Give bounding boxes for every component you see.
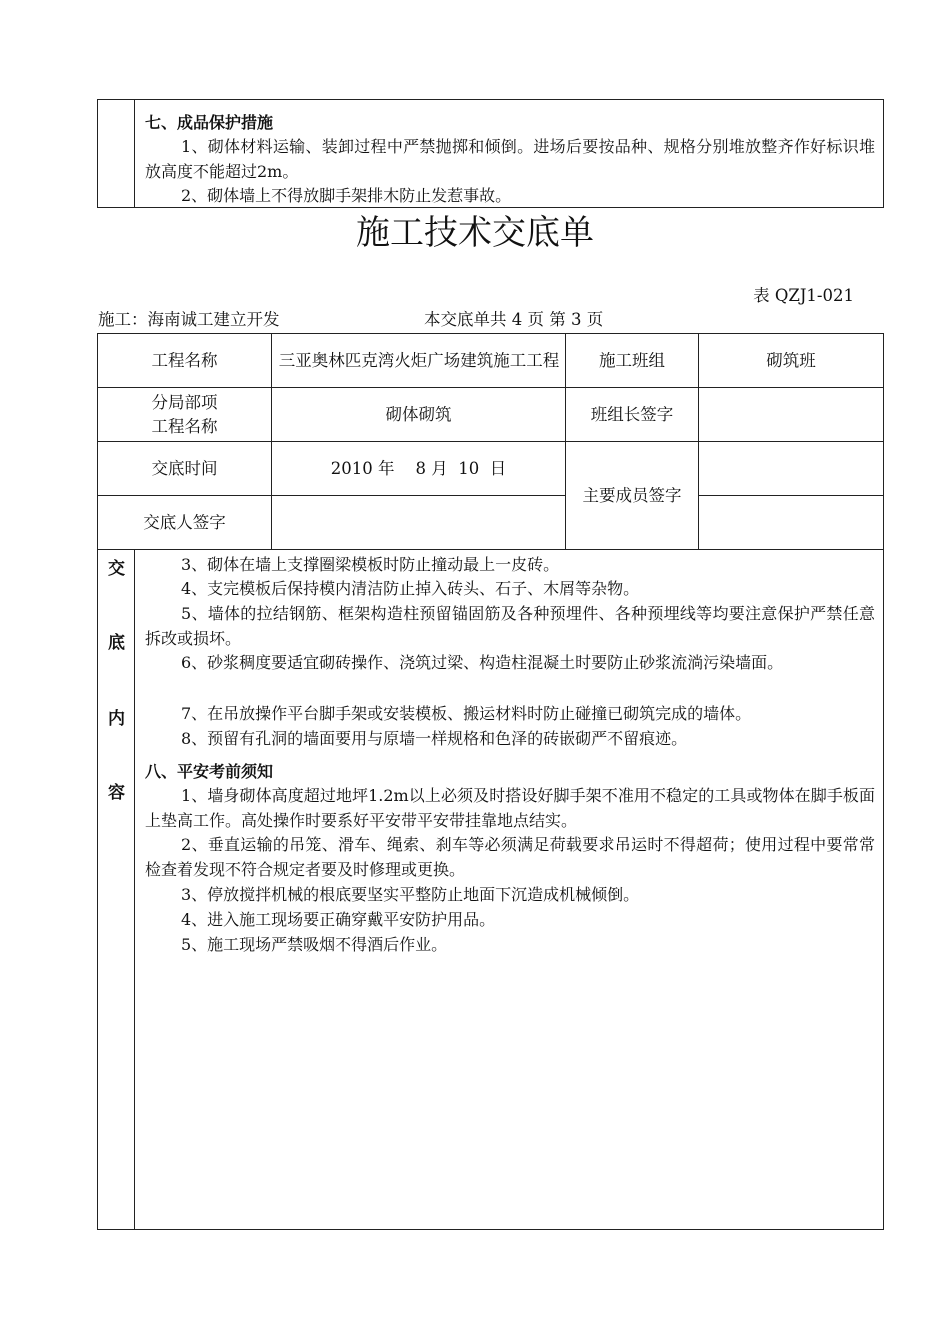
- project-name-value: 三亚奥林匹克湾火炬广场建筑施工工程: [278, 350, 560, 370]
- subproject-label: [98, 388, 271, 441]
- project-name-label: 工程名称: [151, 350, 218, 370]
- section7-heading: 七、成品保护措施: [145, 113, 274, 132]
- content-paragraph-6: 6、砂浆稠度要适宜砌砖操作、浇筑过梁、构造柱混凝土时要防止砂浆流淌污染墙面。: [181, 653, 784, 672]
- content-paragraph-7: 7、在吊放操作平台脚手架或安装模板、搬运材料时防止碰撞已砌筑完成的墙体。: [181, 704, 752, 723]
- subproject-value: 砌体砌筑: [385, 404, 452, 424]
- construction-unit: 施工：海南诚工建立开发: [98, 310, 280, 329]
- time-label: 交底时间: [151, 458, 218, 478]
- side-label-char-1: 交: [108, 559, 125, 579]
- handover-sign-label: 交底人签字: [143, 512, 226, 532]
- page-info: 本交底单共 4 页 第 3 页: [424, 310, 604, 329]
- subproject-label-line1: 分局部项: [151, 392, 218, 412]
- content-paragraph-4: 4、支完模板后保持模内清洁防止掉入砖头、石子、木屑等杂物。: [181, 579, 640, 598]
- section8-heading: 八、平安考前须知: [145, 762, 274, 781]
- time-value: 2010 年 8 月 10 日: [330, 458, 507, 478]
- side-label-char-4: 容: [108, 783, 125, 803]
- leader-sign-value[interactable]: [699, 388, 883, 441]
- team-value: 砌筑班: [766, 350, 816, 370]
- form-code: 表 QZJ1-021: [753, 286, 854, 305]
- side-label-char-2: 底: [108, 633, 125, 653]
- section8-paragraph-2: 2、垂直运输的吊笼、滑车、绳索、刹车等必须满足荷载要求吊运时不得超荷；使用过程中要常常检查着发现不符合规定者要及时修理或更换。: [145, 835, 875, 879]
- content-paragraph-3: 3、砌体在墙上支撑圈梁模板时防止撞动最上一皮砖。: [181, 555, 560, 574]
- subproject-label-line2: 工程名称: [151, 416, 218, 436]
- section8-paragraph-3: 3、停放搅拌机械的根底要坚实平整防止地面下沉造成机械倾倒。: [181, 885, 640, 904]
- section8-paragraph-5: 5、施工现场严禁吸烟不得酒后作业。: [181, 935, 448, 954]
- members-sign-value-2[interactable]: [699, 496, 883, 549]
- content-paragraph-8: 8、预留有孔洞的墙面要用与原墙一样规格和色泽的砖嵌砌严不留痕迹。: [181, 729, 688, 748]
- team-label: 施工班组: [599, 350, 665, 370]
- document-title: 施工技术交底单: [356, 213, 594, 253]
- section8-paragraph-4: 4、进入施工现场要正确穿戴平安防护用品。: [181, 910, 496, 929]
- handover-sign-value[interactable]: [272, 496, 565, 549]
- leader-sign-label: 班组长签字: [590, 404, 674, 424]
- members-sign-label: 主要成员签字: [582, 485, 682, 505]
- members-sign-value-1[interactable]: [699, 442, 883, 495]
- section7-paragraph-1: 1、砌体材料运输、装卸过程中严禁抛掷和倾倒。进场后要按品种、规格分别堆放整齐作好标识堆放高度不能超过2m。: [145, 137, 875, 181]
- section8-paragraph-1: 1、墙身砌体高度超过地坪1.2m以上必须及时搭设好脚手架不准用不稳定的工具或物体在脚手板面上垫高工作。高处操作时要系好平安带平安带挂靠地点结实。: [145, 786, 875, 830]
- content-paragraph-5: 5、墙体的拉结钢筋、框架构造柱预留锚固筋及各种预埋件、各种预埋线等均要注意保护严禁任意拆改或损坏。: [145, 604, 875, 648]
- section7-paragraph-2: 2、砌体墙上不得放脚手架排木防止发惹事故。: [181, 186, 512, 205]
- side-label-char-3: 内: [108, 709, 125, 729]
